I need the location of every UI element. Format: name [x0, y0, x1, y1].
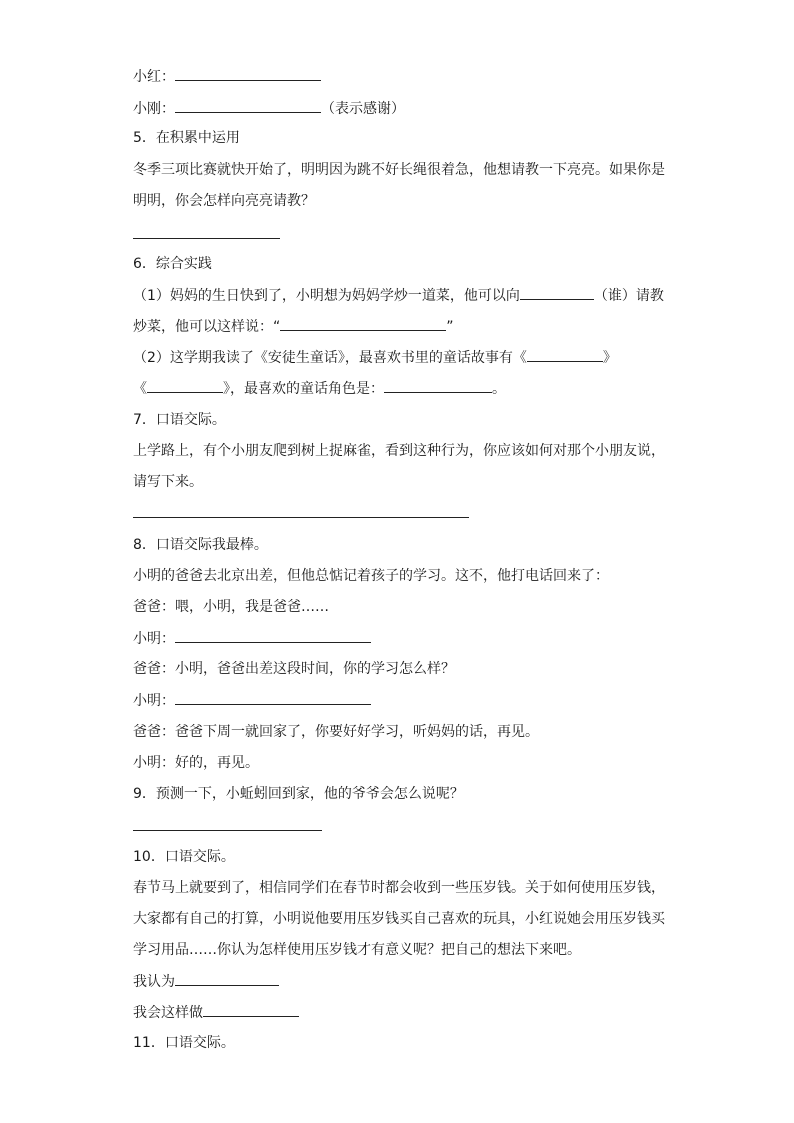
dialogue-line: [133, 690, 371, 711]
question-text: （谁）请教: [593, 288, 664, 304]
answer-blank[interactable]: [280, 316, 446, 331]
question-10-title: 10．口语交际。: [133, 849, 235, 865]
question-7-text: 上学路上，有个小朋友爬到树上捉麻雀，看到这种行为，你应该如何对那个小朋友说，: [133, 443, 665, 459]
answer-blank[interactable]: [203, 1002, 299, 1017]
answer-line[interactable]: [133, 517, 469, 518]
dialogue-line: 爸爸：爸爸下周一就回家了，你要好好学习，听妈妈的话，再见。: [133, 724, 539, 740]
answer-blank[interactable]: [175, 98, 321, 113]
answer-blank[interactable]: [175, 971, 279, 986]
dialogue-line: 爸爸：小明，爸爸出差这段时间，你的学习怎么样？: [133, 661, 455, 677]
question-text: ”: [446, 319, 454, 335]
speaker-label: 小刚：: [133, 101, 175, 117]
question-7-title: 7．口语交际。: [133, 412, 226, 428]
answer-line[interactable]: [133, 830, 322, 831]
answer-blank[interactable]: [520, 285, 594, 300]
dialogue-line: 爸爸：喂，小明，我是爸爸……: [133, 599, 329, 615]
question-text: （2）这学期我读了《安徒生童话》，最喜欢书里的童话故事有《: [133, 350, 527, 366]
answer-blank[interactable]: [175, 690, 371, 705]
line-xiaogang: [133, 98, 405, 119]
question-8-title: 8．口语交际我最棒。: [133, 537, 268, 553]
question-10-text: 大家都有自己的打算，小明说他要用压岁钱买自己喜欢的玩具，小红说她会用压岁钱买: [133, 911, 665, 927]
question-5-text: 明明，你会怎样向亮亮请教？: [133, 193, 315, 209]
question-text: 《: [133, 381, 147, 397]
answer-blank[interactable]: [175, 628, 371, 643]
question-6-part-2-cont: [133, 378, 506, 399]
question-text: 》，最喜欢的童话角色是：: [223, 381, 384, 397]
speaker-label: 小明：: [133, 631, 175, 647]
question-text: （1）妈妈的生日快到了，小明想为妈妈学炒一道菜，他可以向: [133, 288, 520, 304]
question-10-answer: [133, 971, 279, 992]
question-5-text: 冬季三项比赛就快开始了，明明因为跳不好长绳很着急，他想请教一下亮亮。如果你是: [133, 162, 665, 178]
question-10-answer: [133, 1002, 299, 1023]
answer-prompt: 我会这样做: [133, 1005, 203, 1021]
question-text: 》: [602, 350, 617, 366]
answer-line[interactable]: [133, 238, 280, 239]
question-text: 炒菜，他可以这样说：“: [133, 319, 281, 335]
question-10-text: 学习用品……你认为怎样使用压岁钱才有意义呢？把自己的想法下来吧。: [133, 942, 581, 958]
answer-blank[interactable]: [527, 347, 603, 362]
question-6-part-1: [133, 285, 664, 306]
question-5-title: 5．在积累中运用: [133, 130, 240, 146]
question-8-text: 小明的爸爸去北京出差，但他总惦记着孩子的学习。这不，他打电话回来了：: [133, 568, 609, 584]
question-6-title: 6．综合实践: [133, 256, 212, 272]
question-text: 。: [492, 381, 506, 397]
answer-blank[interactable]: [175, 66, 321, 81]
dialogue-line: 小明：好的，再见。: [133, 755, 259, 771]
question-7-text: 请写下来。: [133, 474, 203, 490]
dialogue-line: [133, 628, 371, 649]
question-6-part-1-cont: [133, 316, 454, 337]
question-9-title: 9．预测一下，小蚯蚓回到家，他的爷爷会怎么说呢？: [133, 786, 464, 802]
speaker-label: 小红：: [133, 69, 175, 85]
answer-blank[interactable]: [384, 378, 492, 393]
answer-prompt: 我认为: [133, 974, 175, 990]
answer-blank[interactable]: [147, 378, 223, 393]
line-xiaohong: [133, 66, 321, 87]
question-10-text: 春节马上就要到了，相信同学们在春节时都会收到一些压岁钱。关于如何使用压岁钱，: [133, 880, 665, 896]
speaker-label: 小明：: [133, 693, 175, 709]
question-6-part-2: [133, 347, 617, 368]
hint-text: （表示感谢）: [321, 101, 405, 117]
question-11-title: 11．口语交际。: [133, 1035, 235, 1051]
